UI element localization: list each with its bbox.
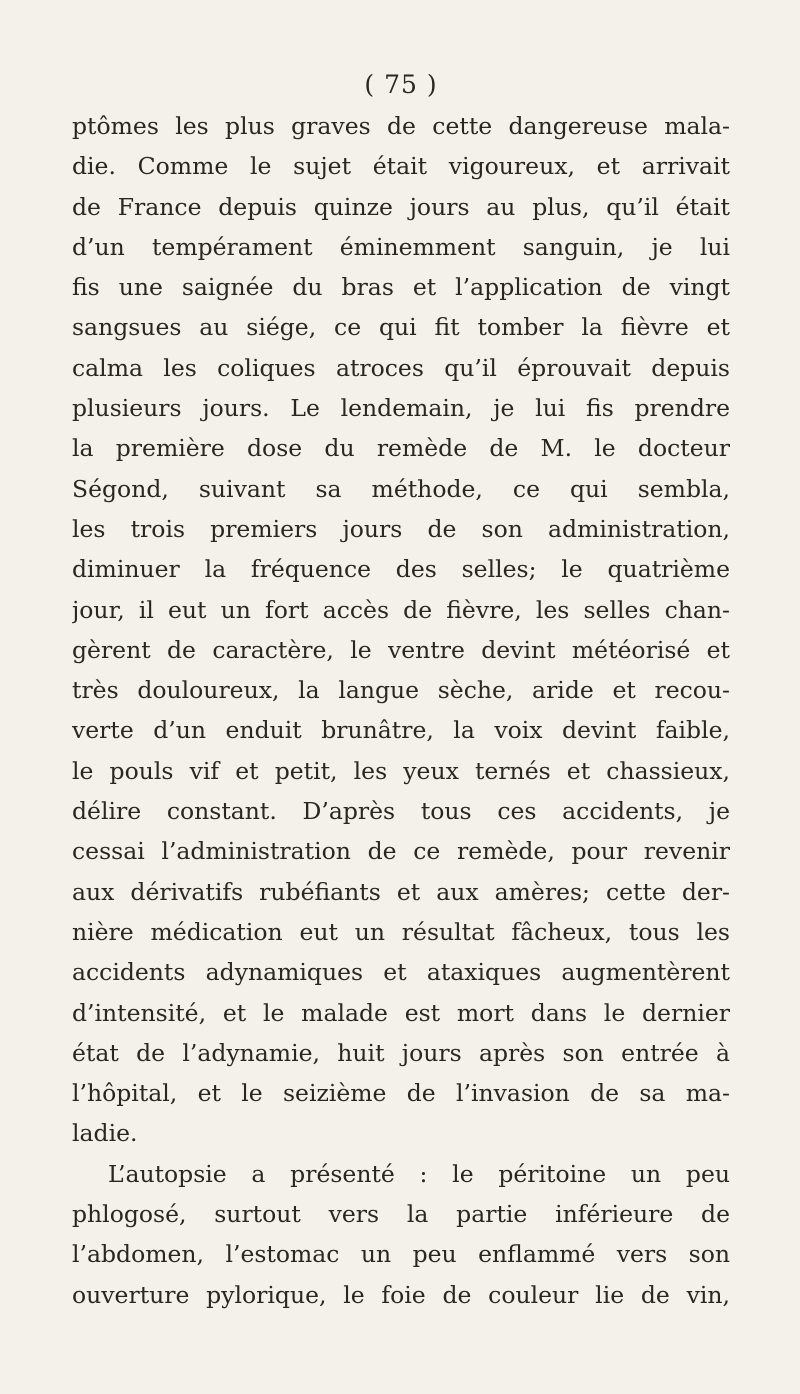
paragraph-end-line: ladie. [72,1119,138,1148]
text-line: phlogosé, surtout vers la partie inférieure de [72,1200,730,1229]
text-line: jour, il eut un fort accès de fièvre, les selles chan- [72,595,730,624]
text-line: d’un tempérament éminemment sanguin, je lui [72,232,730,261]
text-line: accidents adynamiques et ataxiques augmentèrent [72,958,730,987]
text-line: aux dérivatifs rubéfiants et aux amères; cette der- [72,877,730,906]
text-line: calma les coliques atroces qu’il éprouvait depuis [72,353,730,382]
text-line: très douloureux, la langue sèche, aride et recou- [72,676,730,705]
text-line: verte d’un enduit brunâtre, la voix devint faible, [72,716,730,745]
text-line: Ségond, suivant sa méthode, ce qui sembla, [72,474,730,503]
text-line: ouverture pylorique, le foie de couleur lie de vin, [72,1280,730,1309]
text-line: fis une saignée du bras et l’application de vingt [72,273,730,302]
body-text [72,106,730,1315]
text-line: plusieurs jours. Le lendemain, je lui fis prendre [72,394,730,423]
text-line: nière médication eut un résultat fâcheux, tous les [72,917,730,946]
text-line: cessai l’administration de ce remède, pour revenir [72,837,730,866]
text-line: le pouls vif et petit, les yeux ternés et chassieux, [72,756,730,785]
paragraph-start-line: L’autopsie a présenté : le péritoine un peu [108,1159,730,1188]
text-line: l’abdomen, l’estomac un peu enflammé vers son [72,1240,730,1269]
text-line: état de l’adynamie, huit jours après son entrée à [72,1038,730,1067]
text-line: délire constant. D’après tous ces accidents, je [72,797,730,826]
text-line: die. Comme le sujet était vigoureux, et arrivait [72,152,730,181]
page-number: ( 75 ) [364,70,438,99]
text-line: de France depuis quinze jours au plus, qu’il était [72,192,730,221]
text-line: l’hôpital, et le seizième de l’invasion de sa ma- [72,1079,730,1108]
text-line: les trois premiers jours de son administration, [72,514,730,543]
text-line: diminuer la fréquence des selles; le quatrième [72,555,730,584]
text-line: gèrent de caractère, le ventre devint météorisé et [72,635,730,664]
text-line: d’intensité, et le malade est mort dans le dernier [72,998,730,1027]
text-line: ptômes les plus graves de cette dangereuse mala- [72,112,730,140]
text-line: la première dose du remède de M. le docteur [72,434,730,463]
text-line: sangsues au siége, ce qui fit tomber la fièvre et [72,313,730,342]
